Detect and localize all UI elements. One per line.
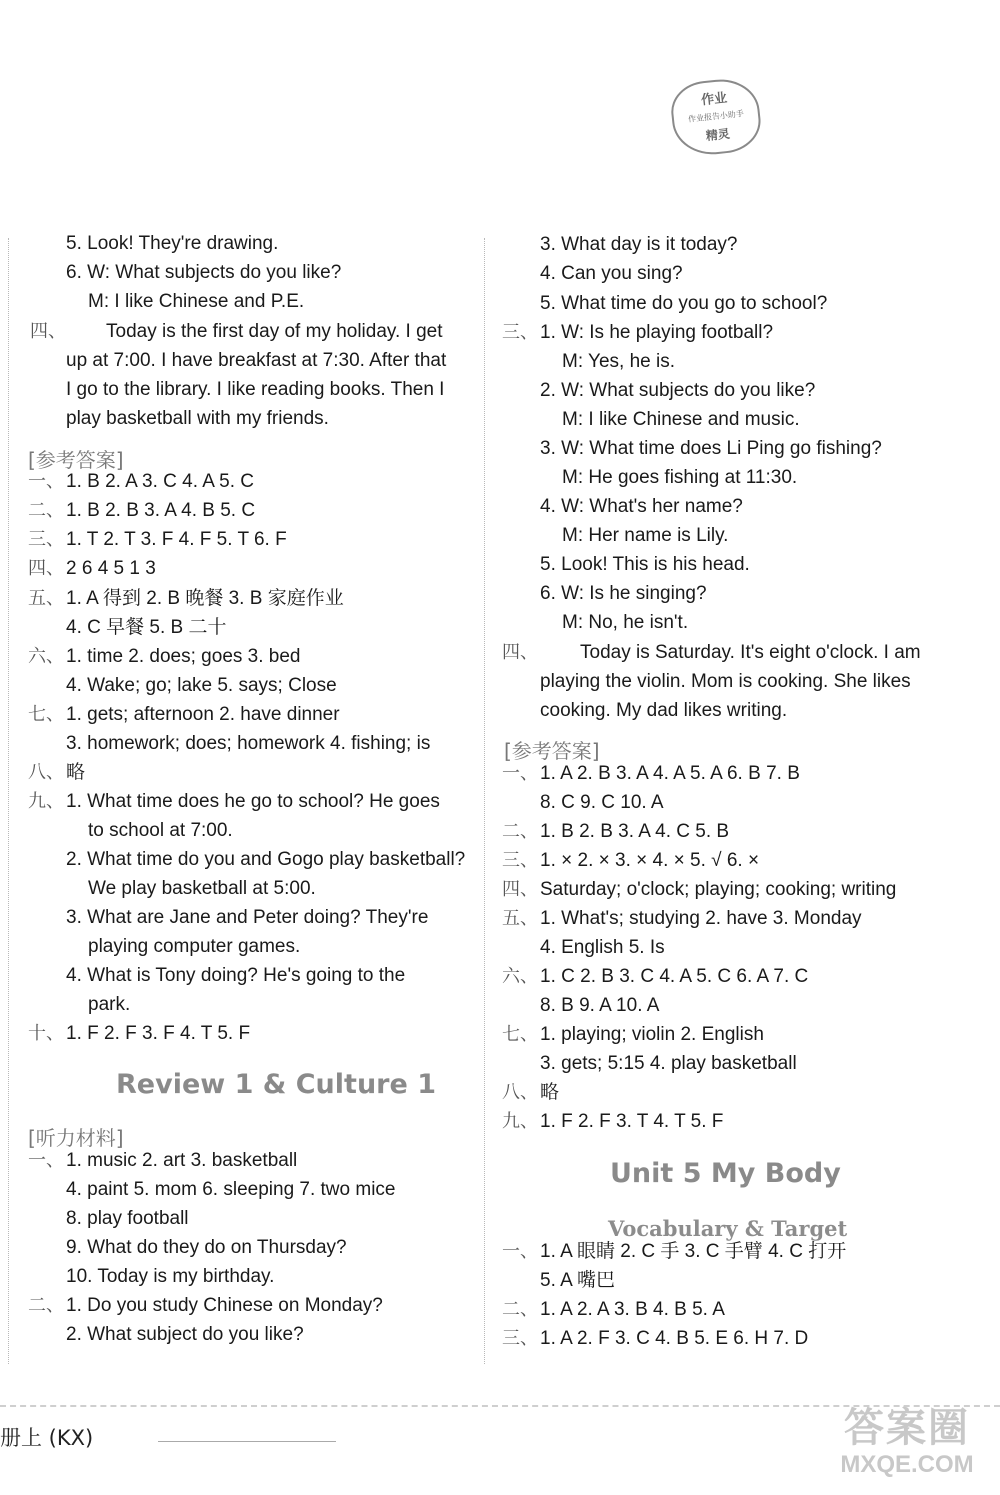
text-line: 1. A 眼睛 2. C 手 3. C 手臂 4. C 打开 [540,1241,847,1262]
question-number: 二、 [28,500,64,521]
text-line: playing the violin. Mom is cooking. She likes [540,671,911,692]
text-line: 1. B 2. A 3. C 4. A 5. C [66,471,255,492]
column-divider [484,238,485,1364]
question-number: 一、 [28,471,64,492]
section-label: [听力材料] [28,1126,124,1150]
text-line: 3. gets; 5:15 4. play basketball [540,1053,797,1074]
text-line: 4. English 5. Is [540,937,665,958]
text-line: playing computer games. [88,936,301,957]
text-line: 1. × 2. × 3. × 4. × 5. √ 6. × [540,850,760,871]
text-line: play basketball with my friends. [66,408,329,429]
stamp-line-2: 作业报告小助手 [687,109,745,124]
text-line: 8. B 9. A 10. A [540,995,660,1016]
unit-heading: Unit 5 My Body [610,1158,841,1189]
text-line: 略 [66,762,86,783]
text-line: 1. music 2. art 3. basketball [66,1150,298,1171]
text-line: 1. C 2. B 3. C 4. A 5. C 6. A 7. C [540,966,809,987]
text-line: cooking. My dad likes writing. [540,700,788,721]
text-line: 4. What is Tony doing? He's going to the [66,965,406,986]
text-line: 1. A 2. F 3. C 4. B 5. E 6. H 7. D [540,1328,809,1349]
question-number: 四、 [28,558,64,579]
text-line: M: I like Chinese and P.E. [88,291,305,312]
text-line: M: I like Chinese and music. [562,409,800,430]
stamp-line-1: 作业 [700,89,728,108]
text-line: 4. Can you sing? [540,263,683,284]
text-line: 5. Look! This is his head. [540,554,750,575]
text-line: 5. A 嘴巴 [540,1270,615,1291]
text-line: 1. A 得到 2. B 晚餐 3. B 家庭作业 [66,588,344,609]
stamp [668,76,763,159]
text-line: M: Her name is Lily. [562,525,729,546]
text-line: 1. gets; afternoon 2. have dinner [66,704,340,725]
question-number: 九、 [28,791,64,812]
question-number: 一、 [28,1150,64,1171]
question-number: 五、 [28,588,64,609]
text-line: 4. C 早餐 5. B 二十 [66,617,227,638]
text-line: Saturday; o'clock; playing; cooking; writing [540,879,897,900]
text-line: Today is Saturday. It's eight o'clock. I am [580,642,921,663]
left-margin-rule [8,238,9,1364]
question-number: 四、 [30,321,66,342]
question-number: 九、 [502,1111,538,1132]
text-line: 1. What time does he go to school? He goes [66,791,440,812]
text-line: 1. A 2. A 3. B 4. B 5. A [540,1299,725,1320]
text-line: 6. W: What subjects do you like? [66,262,342,283]
section-label: [参考答案] [28,448,124,472]
text-line: 1. B 2. B 3. A 4. C 5. B [540,821,730,842]
section-label: [参考答案] [504,739,600,763]
text-line: 1. T 2. T 3. F 4. F 5. T 6. F [66,529,287,550]
text-line: 1. Do you study Chinese on Monday? [66,1295,383,1316]
text-line: 3. W: What time does Li Ping go fishing? [540,438,882,459]
question-number: 四、 [502,879,538,900]
question-number: 七、 [28,704,64,725]
question-number: 五、 [502,908,538,929]
watermark [822,1405,992,1491]
text-line: 8. play football [66,1208,189,1229]
text-line: up at 7:00. I have breakfast at 7:30. After that [66,350,447,371]
text-line: 3. homework; does; homework 4. fishing; is [66,733,431,754]
text-line: 4. paint 5. mom 6. sleeping 7. two mice [66,1179,396,1200]
text-line: park. [88,994,131,1015]
text-line: 略 [540,1082,560,1103]
question-number: 六、 [28,646,64,667]
text-line: to school at 7:00. [88,820,233,841]
text-line: 1. A 2. B 3. A 4. A 5. A 6. B 7. B [540,763,800,784]
text-line: 1. playing; violin 2. English [540,1024,764,1045]
text-line: 3. What day is it today? [540,234,738,255]
text-line: 5. Look! They're drawing. [66,233,279,254]
footer-book-code: 册上 (KX) [0,1426,94,1450]
text-line: 1. F 2. F 3. F 4. T 5. F [66,1023,251,1044]
text-line: 5. What time do you go to school? [540,293,828,314]
text-line: 9. What do they do on Thursday? [66,1237,347,1258]
text-line: M: He goes fishing at 11:30. [562,467,798,488]
text-line: M: No, he isn't. [562,612,689,633]
text-line: I go to the library. I like reading books. Then I [66,379,445,400]
watermark-url: MXQE.COM [840,1451,974,1478]
text-line: 1. What's; studying 2. have 3. Monday [540,908,862,929]
question-number: 二、 [28,1295,64,1316]
text-line: 4. W: What's her name? [540,496,743,517]
text-line: 6. W: Is he singing? [540,583,707,604]
question-number: 六、 [502,966,538,987]
unit-heading: Review 1 & Culture 1 [116,1069,436,1100]
text-line: We play basketball at 5:00. [88,878,316,899]
text-line: M: Yes, he is. [562,351,676,372]
question-number: 三、 [28,529,64,550]
text-line: 2. What subject do you like? [66,1324,304,1345]
question-number: 三、 [502,850,538,871]
question-number: 二、 [502,821,538,842]
question-number: 八、 [28,762,64,783]
question-number: 三、 [502,322,538,343]
text-line: 1. B 2. B 3. A 4. B 5. C [66,500,256,521]
question-number: 八、 [502,1082,538,1103]
question-number: 一、 [502,763,538,784]
text-line: 8. C 9. C 10. A [540,792,664,813]
text-line: 4. Wake; go; lake 5. says; Close [66,675,337,696]
text-line: 2. W: What subjects do you like? [540,380,816,401]
text-line: 10. Today is my birthday. [66,1266,275,1287]
question-number: 二、 [502,1299,538,1320]
text-line: Today is the first day of my holiday. I get [106,321,443,342]
text-line: 2 6 4 5 1 3 [66,558,156,579]
question-number: 三、 [502,1328,538,1349]
footer-rule [158,1441,336,1442]
question-number: 一、 [502,1241,538,1262]
sub-heading: Vocabulary & Target [608,1216,848,1241]
text-line: 2. What time do you and Gogo play basketball? [66,849,466,870]
text-line: 1. W: Is he playing football? [540,322,774,343]
question-number: 七、 [502,1024,538,1045]
watermark-logo: 答案圈 [844,1406,970,1450]
text-line: 1. F 2. F 3. T 4. T 5. F [540,1111,724,1132]
question-number: 十、 [28,1023,64,1044]
stamp-line-3: 精灵 [705,126,731,144]
question-number: 四、 [502,642,538,663]
text-line: 1. time 2. does; goes 3. bed [66,646,301,667]
text-line: 3. What are Jane and Peter doing? They're [66,907,429,928]
